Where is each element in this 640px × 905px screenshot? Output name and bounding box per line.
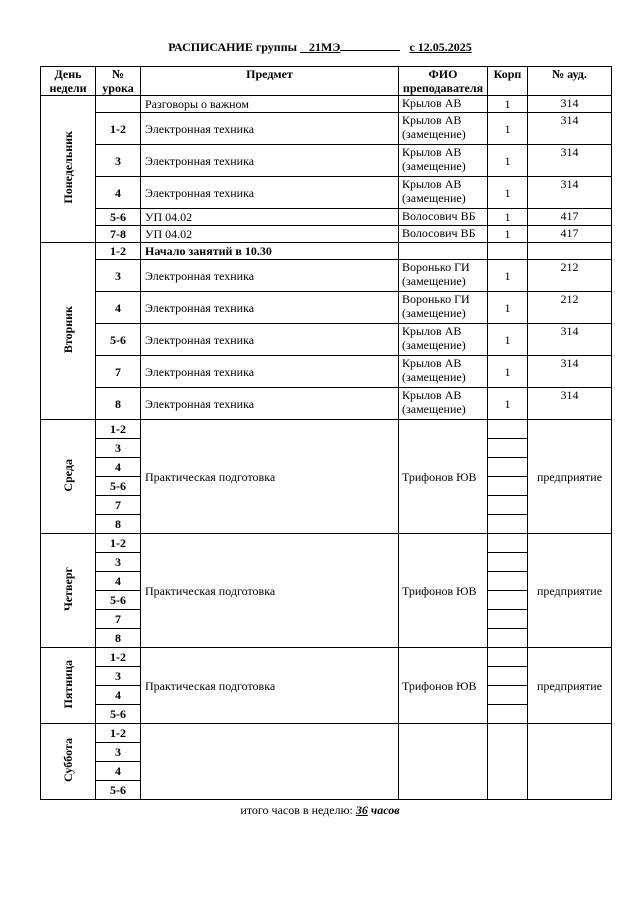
title-prefix: РАСПИСАНИЕ группы <box>168 40 297 54</box>
lesson-number: 3 <box>96 145 141 177</box>
teacher-cell: Крылов АВ (замещение) <box>399 145 488 177</box>
footer-hours: 36 часов <box>355 803 400 817</box>
corp-cell <box>488 477 528 496</box>
room-cell: 212 <box>528 292 612 324</box>
room-cell <box>528 724 612 800</box>
lesson-number: 3 <box>96 439 141 458</box>
room-cell: 314 <box>528 356 612 388</box>
schedule-table <box>40 66 612 800</box>
teacher-cell: Крылов АВ <box>399 96 488 113</box>
table-row <box>41 724 612 743</box>
group-name: 21МЭ <box>308 40 341 54</box>
lesson-number: 8 <box>96 515 141 534</box>
header-subject: Предмет <box>141 67 399 96</box>
room-cell <box>528 243 612 260</box>
header-room: № ауд. <box>528 67 612 96</box>
lesson-number: 1-2 <box>96 113 141 145</box>
corp-cell <box>488 610 528 629</box>
table-row <box>41 177 612 209</box>
footer-label: итого часов в неделю: <box>240 803 353 817</box>
weekly-hours-footer <box>0 803 640 818</box>
table-row <box>41 113 612 145</box>
header-teacher: ФИО преподавателя <box>399 67 488 96</box>
lesson-number: 3 <box>96 553 141 572</box>
corp-cell <box>488 648 528 667</box>
header-corp: Корп <box>488 67 528 96</box>
lesson-number: 5-6 <box>96 324 141 356</box>
table-row <box>41 260 612 292</box>
day-friday: Пятница <box>41 648 96 724</box>
room-cell: 314 <box>528 324 612 356</box>
lesson-number: 5-6 <box>96 781 141 800</box>
corp-cell <box>488 629 528 648</box>
lesson-number: 8 <box>96 388 141 420</box>
corp-cell <box>488 420 528 439</box>
subject-cell: Электронная техника <box>141 113 399 145</box>
lesson-number: 4 <box>96 686 141 705</box>
subject-cell: Практическая подготовка <box>141 648 399 724</box>
corp-cell: 1 <box>488 324 528 356</box>
corp-cell <box>488 496 528 515</box>
subject-cell: УП 04.02 <box>141 226 399 243</box>
title-underline <box>340 40 400 51</box>
header-day: День недели <box>41 67 96 96</box>
subject-cell: Электронная техника <box>141 388 399 420</box>
room-cell: предприятие <box>528 420 612 534</box>
teacher-cell: Трифонов ЮВ <box>399 534 488 648</box>
subject-cell: Электронная техника <box>141 324 399 356</box>
teacher-cell <box>399 243 488 260</box>
lesson-number: 4 <box>96 292 141 324</box>
room-cell: 314 <box>528 113 612 145</box>
subject-cell: Практическая подготовка <box>141 420 399 534</box>
table-row <box>41 648 612 667</box>
lesson-number: 1-2 <box>96 534 141 553</box>
corp-cell <box>488 515 528 534</box>
subject-cell: Электронная техника <box>141 177 399 209</box>
teacher-cell: Трифонов ЮВ <box>399 420 488 534</box>
lesson-number: 7-8 <box>96 226 141 243</box>
table-row <box>41 388 612 420</box>
subject-cell: Электронная техника <box>141 260 399 292</box>
teacher-cell: Воронько ГИ (замещение) <box>399 260 488 292</box>
table-row <box>41 534 612 553</box>
day-thursday: Четверг <box>41 534 96 648</box>
room-cell: 417 <box>528 209 612 226</box>
corp-cell <box>488 705 528 724</box>
lesson-number: 5-6 <box>96 209 141 226</box>
table-row <box>41 292 612 324</box>
lesson-number: 4 <box>96 458 141 477</box>
lesson-number: 4 <box>96 572 141 591</box>
page-title <box>0 40 640 55</box>
subject-cell: Разговоры о важном <box>141 96 399 113</box>
lesson-number: 1-2 <box>96 648 141 667</box>
corp-cell <box>488 572 528 591</box>
corp-cell <box>488 553 528 572</box>
lesson-number: 4 <box>96 762 141 781</box>
corp-cell: 1 <box>488 113 528 145</box>
table-row <box>41 209 612 226</box>
corp-cell: 1 <box>488 145 528 177</box>
room-cell: 212 <box>528 260 612 292</box>
table-row <box>41 226 612 243</box>
table-row <box>41 420 612 439</box>
day-monday: Понедельник <box>41 96 96 243</box>
lesson-number: 1-2 <box>96 243 141 260</box>
corp-cell <box>488 534 528 553</box>
lesson-number: 3 <box>96 743 141 762</box>
subject-cell: Начало занятий в 10.30 <box>141 243 399 260</box>
day-tuesday: Вторник <box>41 243 96 420</box>
room-cell: 314 <box>528 388 612 420</box>
corp-cell: 1 <box>488 388 528 420</box>
lesson-number: 1-2 <box>96 724 141 743</box>
room-cell: 314 <box>528 96 612 113</box>
room-cell: предприятие <box>528 534 612 648</box>
teacher-cell: Крылов АВ (замещение) <box>399 356 488 388</box>
teacher-cell: Крылов АВ (замещение) <box>399 388 488 420</box>
table-row <box>41 145 612 177</box>
corp-cell: 1 <box>488 96 528 113</box>
subject-cell: Электронная техника <box>141 292 399 324</box>
corp-cell: 1 <box>488 356 528 388</box>
header-row <box>41 67 612 96</box>
subject-cell <box>141 724 399 800</box>
lesson-number: 4 <box>96 177 141 209</box>
room-cell: 314 <box>528 145 612 177</box>
lesson-number: 5-6 <box>96 477 141 496</box>
teacher-cell: Воронько ГИ (замещение) <box>399 292 488 324</box>
corp-cell: 1 <box>488 177 528 209</box>
lesson-number: 5-6 <box>96 591 141 610</box>
teacher-cell: Волосович ВБ <box>399 209 488 226</box>
lesson-number: 3 <box>96 667 141 686</box>
lesson-number: 5-6 <box>96 705 141 724</box>
lesson-number: 7 <box>96 496 141 515</box>
room-cell: 314 <box>528 177 612 209</box>
corp-cell: 1 <box>488 260 528 292</box>
subject-cell: Практическая подготовка <box>141 534 399 648</box>
table-row <box>41 96 612 113</box>
corp-cell <box>488 686 528 705</box>
lesson-number <box>96 96 141 113</box>
corp-cell <box>488 243 528 260</box>
title-date: с 12.05.2025 <box>409 40 472 54</box>
lesson-number: 1-2 <box>96 420 141 439</box>
table-row <box>41 324 612 356</box>
corp-cell <box>488 724 528 800</box>
room-cell: 417 <box>528 226 612 243</box>
teacher-cell: Крылов АВ (замещение) <box>399 177 488 209</box>
corp-cell <box>488 439 528 458</box>
lesson-number: 3 <box>96 260 141 292</box>
corp-cell <box>488 458 528 477</box>
header-lesson: № урока <box>96 67 141 96</box>
subject-cell: Электронная техника <box>141 356 399 388</box>
lesson-number: 8 <box>96 629 141 648</box>
table-row <box>41 243 612 260</box>
corp-cell: 1 <box>488 226 528 243</box>
day-saturday: Суббота <box>41 724 96 800</box>
teacher-cell: Крылов АВ (замещение) <box>399 324 488 356</box>
teacher-cell: Крылов АВ (замещение) <box>399 113 488 145</box>
lesson-number: 7 <box>96 610 141 629</box>
room-cell: предприятие <box>528 648 612 724</box>
teacher-cell: Трифонов ЮВ <box>399 648 488 724</box>
corp-cell: 1 <box>488 209 528 226</box>
table-row <box>41 356 612 388</box>
teacher-cell <box>399 724 488 800</box>
teacher-cell: Волосович ВБ <box>399 226 488 243</box>
corp-cell <box>488 667 528 686</box>
day-wednesday: Среда <box>41 420 96 534</box>
corp-cell <box>488 591 528 610</box>
subject-cell: Электронная техника <box>141 145 399 177</box>
lesson-number: 7 <box>96 356 141 388</box>
corp-cell: 1 <box>488 292 528 324</box>
subject-cell: УП 04.02 <box>141 209 399 226</box>
